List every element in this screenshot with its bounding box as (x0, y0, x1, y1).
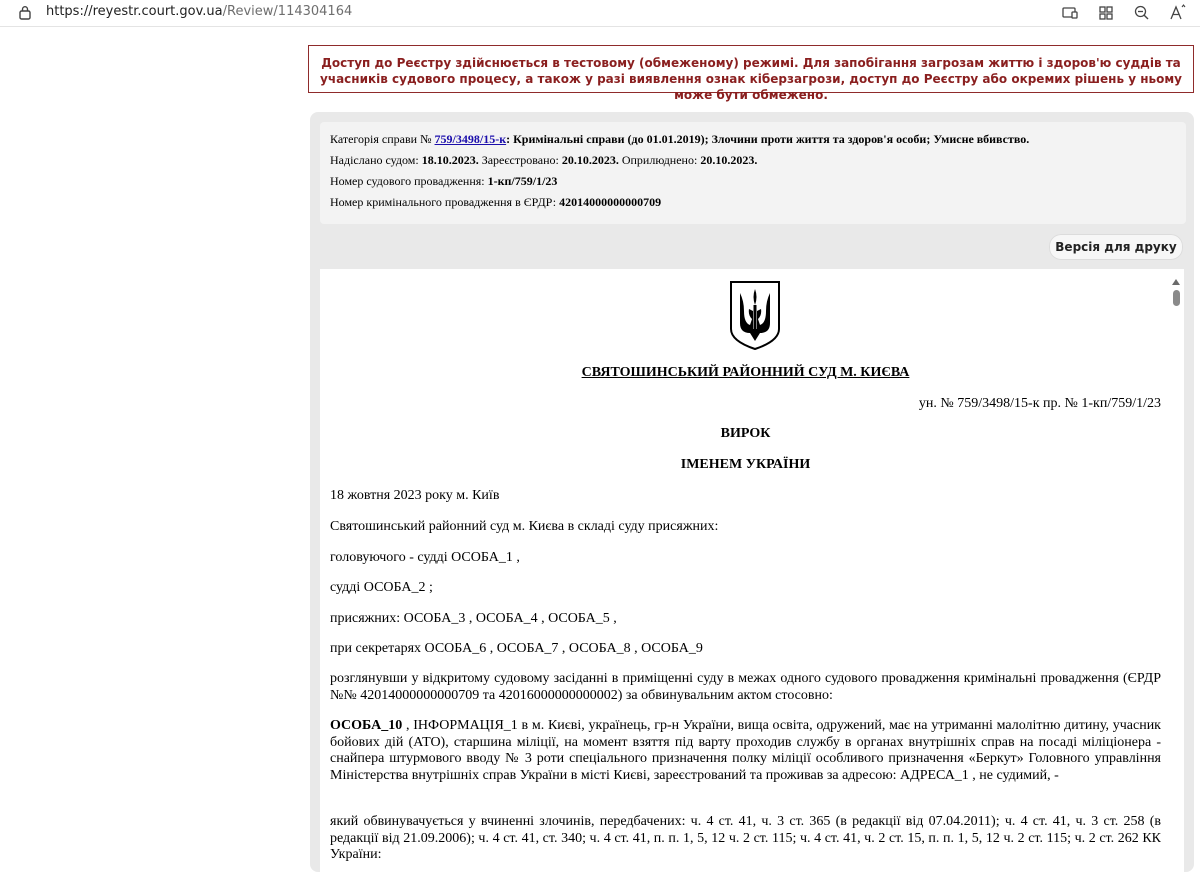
erdr-number: 42014000000000709 (559, 195, 662, 209)
published-date: 20.10.2023. (700, 153, 758, 167)
browser-address-bar (0, 0, 1200, 27)
scroll-up-icon[interactable] (1172, 279, 1180, 285)
document-scrollbar[interactable] (1170, 269, 1182, 872)
document-number: ун. № 759/3498/15-к пр. № 1-кп/759/1/23 (918, 396, 1161, 411)
sent-label: Надіслано судом: (330, 153, 422, 167)
defendant-info: , ІНФОРМАЦІЯ_1 в м. Києві, українець, гр-н України, вища освіта, одружений, має на утриманні малолітню дитину, учасник бойових дій (АТО), старшина міліції, на момент взяття під варту проходив службу в органах внутрішніх справ на посаді міліціонера - снайпера штурмового вводу № 3 роти спеціального призначення полку міліції особливого призначення «Беркут» Головного управління Міністерства внутрішніх справ України в місті Києві, зареєстрований та проживав за адресою: АДРЕСА_1 , не судимий, - (330, 718, 1161, 783)
document-viewer[interactable] (320, 269, 1184, 872)
registered-label: Зареєстровано: (478, 153, 562, 167)
case-panel (310, 112, 1194, 872)
access-warning-banner (308, 45, 1194, 102)
published-label: Оприлюднено: (618, 153, 701, 167)
proceeding-label: Номер судового провадження: (330, 174, 488, 188)
lock-icon[interactable] (18, 5, 32, 25)
secretaries: при секретарях ОСОБА_6 , ОСОБА_7 , ОСОБА_8 , ОСОБА_9 (330, 641, 703, 656)
url-host: https://reyestr.court.gov.ua (46, 4, 223, 19)
ukraine-coat-of-arms-icon (728, 279, 782, 356)
presiding-judge: головуючого - судді ОСОБА_1 , (330, 550, 520, 565)
verdict-heading: ВИРОК (720, 426, 771, 441)
url-field[interactable] (46, 4, 352, 19)
zoom-out-icon[interactable] (1132, 3, 1152, 23)
extensions-icon[interactable] (1096, 3, 1116, 23)
scroll-thumb[interactable] (1173, 290, 1180, 306)
considered-paragraph: розглянувши у відкритому судовому засіданні в приміщенні суду в межах одного судового провадження кримінальні провадження (ЄРДР №№ 42014000000000709 та 42016000000000002) за обвинувальним актом стосовно: (330, 671, 1161, 703)
category-prefix: Категорія справи № (330, 132, 435, 146)
judge: судді ОСОБА_2 ; (330, 580, 433, 595)
in-name-of-ukraine-heading: ІМЕНЕМ УКРАЇНИ (680, 457, 811, 472)
banner-text: Доступ до Реєстру здійснюється в тестовому (обмеженому) режимі. Для запобігання загрозам життю і здоров'ю суддів та учасників судового процесу, а також у разі виявлення ознак кіберзагрози, доступ до Реєстру або окремих рішень у ньому може бути обмежено. (320, 56, 1182, 102)
erdr-label: Номер кримінального провадження в ЄРДР: (330, 195, 560, 209)
dates-line (330, 153, 757, 168)
registered-date: 20.10.2023. (561, 153, 619, 167)
read-aloud-icon[interactable] (1168, 3, 1188, 23)
proceeding-line (330, 174, 557, 189)
category-text: : Кримінальні справи (до 01.01.2019); Злочини проти життя та здоров'я особи; Умисне вбивство. (506, 132, 1030, 146)
sent-date: 18.10.2023. (421, 153, 479, 167)
defendant-name: ОСОБА_10 (330, 718, 403, 733)
erdr-line (330, 195, 661, 210)
proceeding-number: 1-кп/759/1/23 (487, 174, 558, 188)
app-view-icon[interactable] (1060, 3, 1080, 23)
charges-paragraph: який обвинувачується у вчиненні злочинів, передбачених: ч. 4 ст. 41, ч. 3 ст. 365 (в редакції від 07.04.2011); ч. 4 ст. 41, ч. 3 ст. 258 (в редакції від 21.09.2006); ч. 4 ст. 41, ст. 340; ч. 4 ст. 41, п. п. 1, 5, 12 ч. 2 ст. 115; ч. 4 ст. 41, ч. 2 ст. 15, п. п. 1, 5, 12 ч. 2 ст. 115; ч. 2 ст. 262 КК України: (330, 814, 1161, 862)
case-category-line (330, 132, 1029, 147)
print-version-button[interactable]: Версія для друку (1049, 234, 1183, 260)
case-number-link[interactable]: 759/3498/15-к (434, 132, 507, 146)
url-path: /Review/114304164 (222, 4, 353, 19)
defendant-paragraph (330, 718, 1161, 784)
court-name: СВЯТОШИНСЬКИЙ РАЙОННИЙ СУД М. КИЄВА (581, 365, 910, 380)
case-info-box (320, 122, 1186, 224)
jurors: присяжних: ОСОБА_3 , ОСОБА_4 , ОСОБА_5 , (330, 611, 617, 626)
court-composition: Святошинський районний суд м. Києва в складі суду присяжних: (330, 519, 719, 534)
date-place-line: 18 жовтня 2023 року м. Київ (330, 488, 500, 503)
